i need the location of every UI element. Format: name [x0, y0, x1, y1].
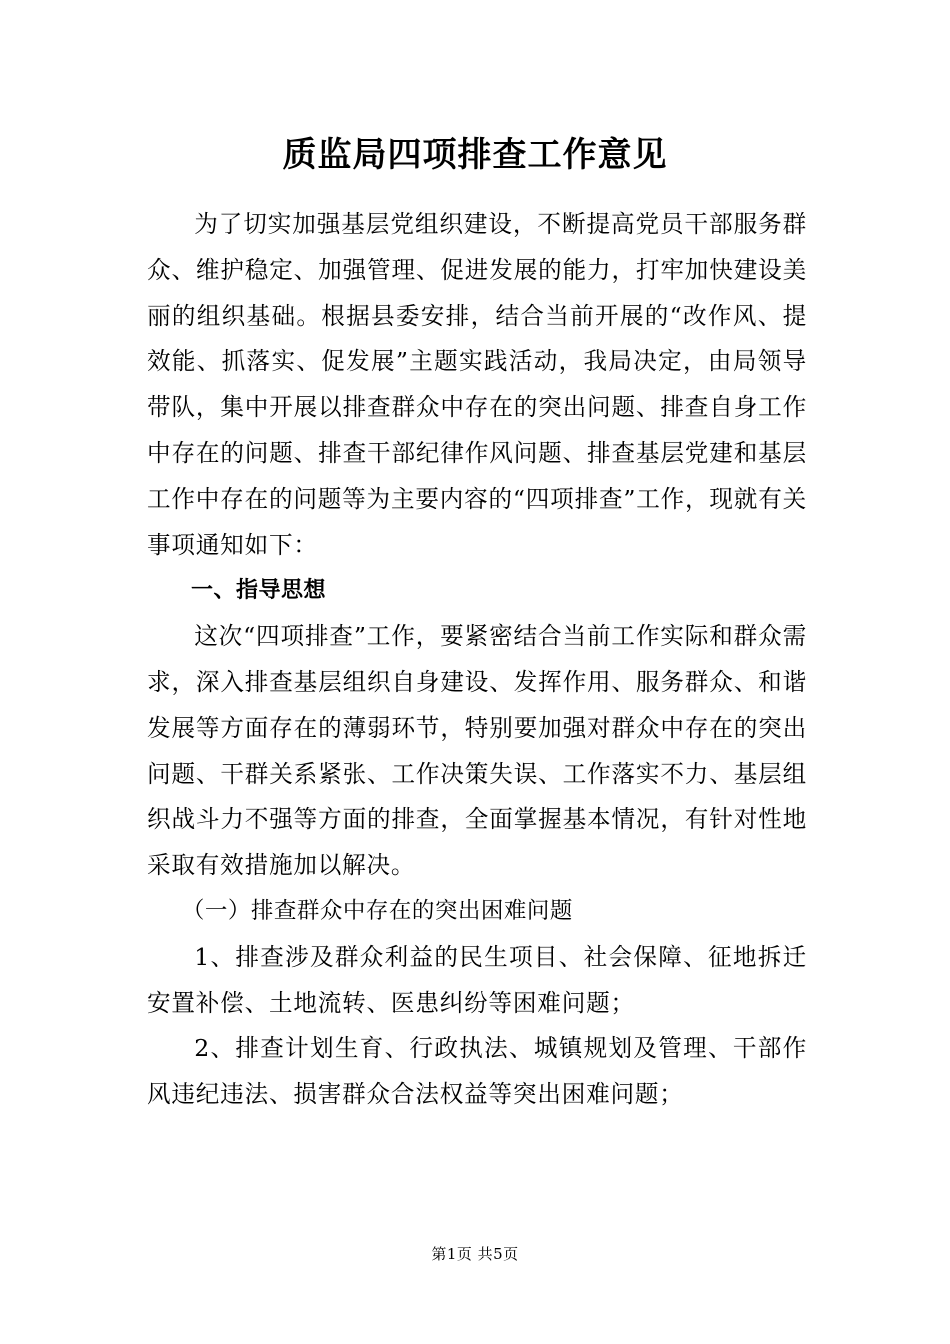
- section-heading-guiding-principle: 一、指导思想: [191, 578, 327, 604]
- list-item-2: 2、排查计划生育、行政执法、城镇规划及管理、干部作风违纪违法、损害群众合法权益等突出困难问题；: [147, 1034, 807, 1109]
- document-body: [147, 202, 807, 1118]
- subsection-heading-mass-issues: （一）排查群众中存在的突出困难问题: [181, 897, 573, 924]
- page-number-footer: 第1页 共5页: [431, 1245, 519, 1263]
- section-paragraph-guiding-principle: 这次“四项排查”工作，要紧密结合当前工作实际和群众需求，深入排查基层组织自身建设、发挥作用、服务群众、和谐发展等方面存在的薄弱环节，特别要加强对群众中存在的突出问题、干群关系紧张、工作决策失误、工作落实不力、基层组织战斗力不强等方面的排查，全面掌握基本情况，有针对性地采取有效措施加以解决。: [147, 622, 807, 880]
- list-item-1: 1、排查涉及群众利益的民生项目、社会保障、征地拆迁安置补偿、土地流转、医患纠纷等困难问题；: [147, 942, 807, 1017]
- document-title: 质监局四项排查工作意见: [282, 135, 668, 175]
- intro-paragraph: 为了切实加强基层党组织建设，不断提高党员干部服务群众、维护稳定、加强管理、促进发展的能力，打牢加快建设美丽的组织基础。根据县委安排，结合当前开展的“改作风、提效能、抓落实、促发展”主题实践活动，我局决定，由局领导带队，集中开展以排查群众中存在的突出问题、排查自身工作中存在的问题、排查干部纪律作风问题、排查基层党建和基层工作中存在的问题等为主要内容的“四项排查”工作，现就有关事项通知如下：: [147, 210, 807, 559]
